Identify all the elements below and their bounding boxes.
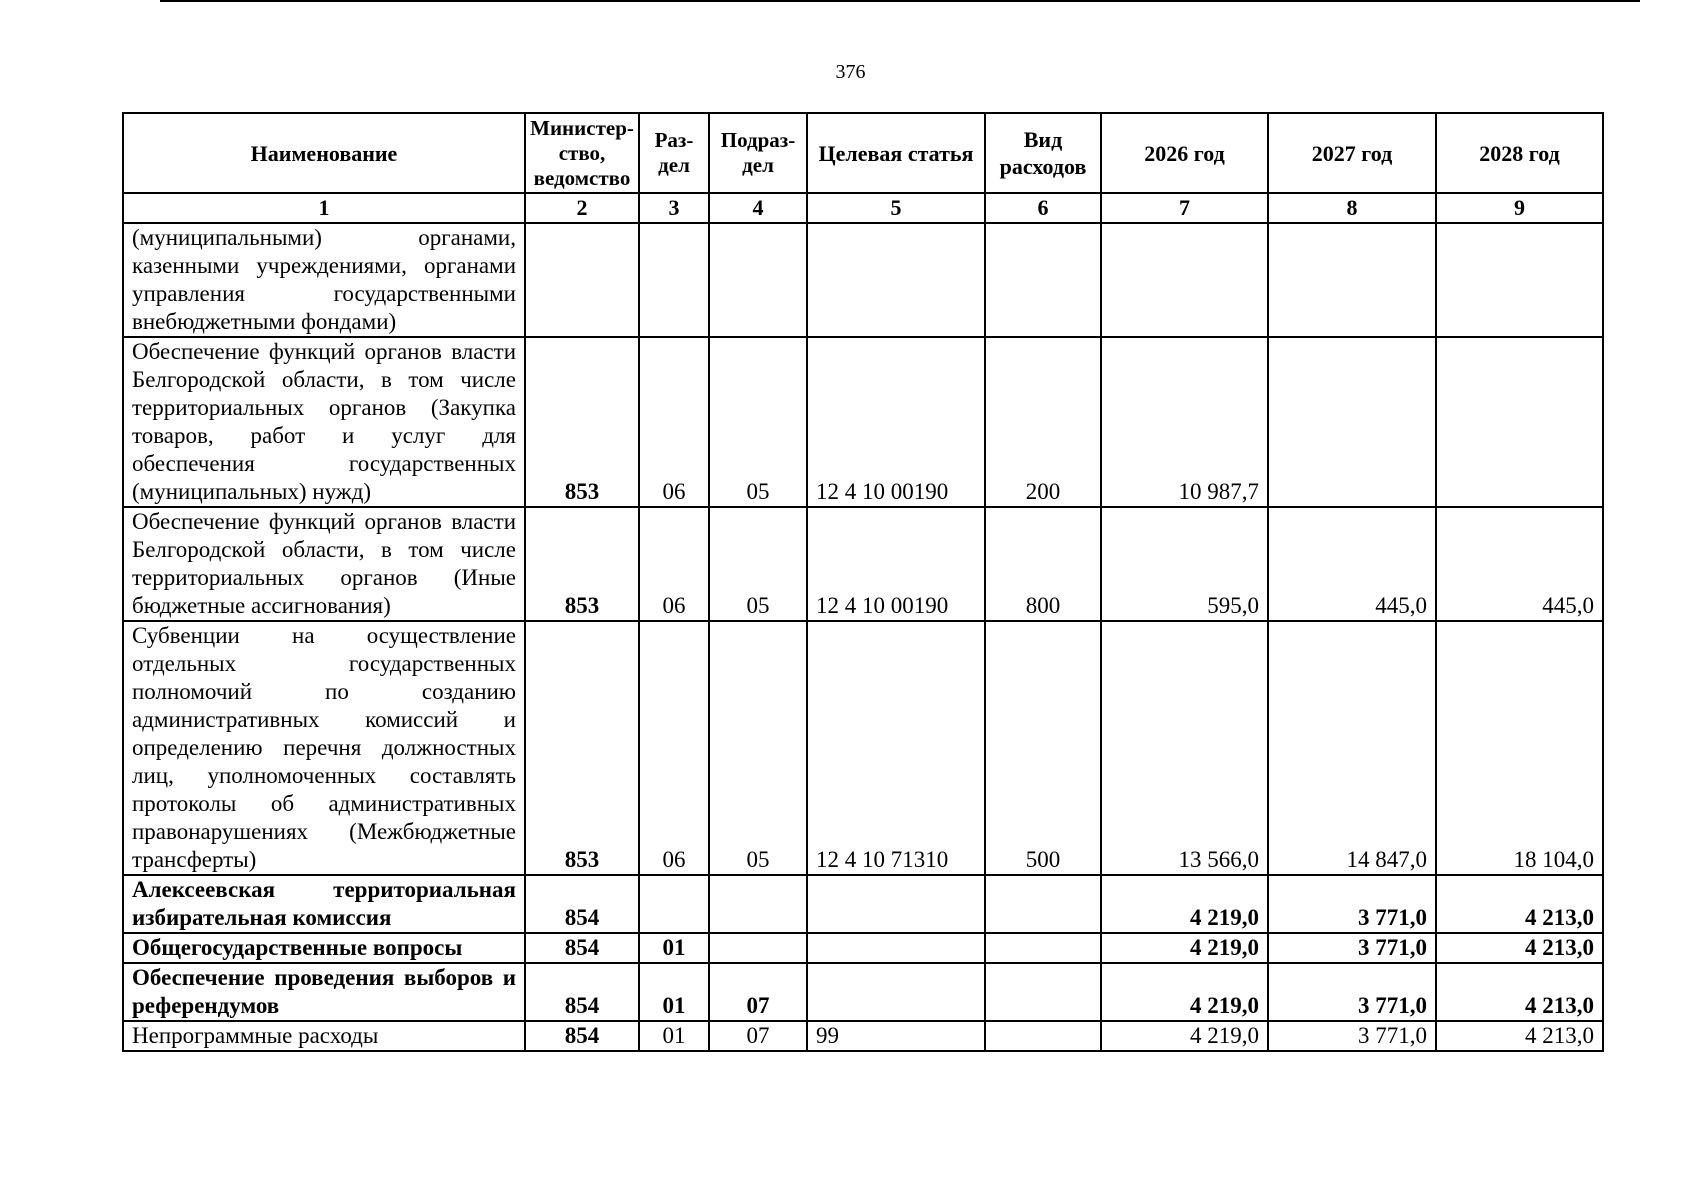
row-2027 bbox=[1268, 337, 1436, 507]
row-subsection bbox=[709, 875, 807, 933]
row-ministry: 853 bbox=[525, 621, 639, 875]
row-target bbox=[807, 963, 985, 1021]
row-name: (муниципальными) органами, казенными учреждениями, органами управления государственными внебюджетными фондами) bbox=[123, 223, 525, 337]
row-name: Алексеевская территориальная избирательная комиссия bbox=[123, 875, 525, 933]
row-name: Обеспечение проведения выборов и референдумов bbox=[123, 963, 525, 1021]
row-section: 06 bbox=[639, 337, 709, 507]
row-2028: 18 104,0 bbox=[1436, 621, 1603, 875]
row-expense-type: 200 bbox=[985, 337, 1101, 507]
row-ministry: 854 bbox=[525, 933, 639, 963]
row-2026: 4 219,0 bbox=[1101, 1021, 1268, 1051]
row-section: 06 bbox=[639, 621, 709, 875]
header-expense-type: Вид расходов bbox=[985, 113, 1101, 193]
row-ministry: 853 bbox=[525, 507, 639, 621]
header-row bbox=[123, 113, 1603, 193]
row-2027: 3 771,0 bbox=[1268, 933, 1436, 963]
row-subsection: 05 bbox=[709, 337, 807, 507]
row-subsection: 07 bbox=[709, 963, 807, 1021]
row-section bbox=[639, 875, 709, 933]
row-2027: 3 771,0 bbox=[1268, 875, 1436, 933]
row-2028: 4 213,0 bbox=[1436, 933, 1603, 963]
row-2027: 14 847,0 bbox=[1268, 621, 1436, 875]
row-2026: 13 566,0 bbox=[1101, 621, 1268, 875]
row-name: Обеспечение функций органов власти Белгородской области, в том числе территориальных органов (Закупка товаров, работ и услуг для обеспечения государственных (муниципальных) нужд) bbox=[123, 337, 525, 507]
top-rule bbox=[160, 0, 1640, 2]
row-ministry: 854 bbox=[525, 1021, 639, 1051]
header-ministry: Министер-ство, ведомство bbox=[525, 113, 639, 193]
table-row bbox=[123, 933, 1603, 963]
table-row bbox=[123, 875, 1603, 933]
row-section: 06 bbox=[639, 507, 709, 621]
row-section bbox=[639, 223, 709, 337]
column-number: 8 bbox=[1268, 193, 1436, 223]
column-number: 4 bbox=[709, 193, 807, 223]
row-expense-type bbox=[985, 933, 1101, 963]
column-number: 5 bbox=[807, 193, 985, 223]
row-ministry bbox=[525, 223, 639, 337]
row-section: 01 bbox=[639, 1021, 709, 1051]
row-target bbox=[807, 933, 985, 963]
row-name: Общегосударственные вопросы bbox=[123, 933, 525, 963]
column-number: 9 bbox=[1436, 193, 1603, 223]
row-subsection: 05 bbox=[709, 507, 807, 621]
row-2028: 4 213,0 bbox=[1436, 963, 1603, 1021]
header-name: Наименование bbox=[123, 113, 525, 193]
column-number: 2 bbox=[525, 193, 639, 223]
header-2026: 2026 год bbox=[1101, 113, 1268, 193]
row-2026: 4 219,0 bbox=[1101, 875, 1268, 933]
row-target bbox=[807, 223, 985, 337]
row-2028: 4 213,0 bbox=[1436, 875, 1603, 933]
header-2027: 2027 год bbox=[1268, 113, 1436, 193]
table-row bbox=[123, 337, 1603, 507]
column-number: 6 bbox=[985, 193, 1101, 223]
row-2027: 3 771,0 bbox=[1268, 963, 1436, 1021]
column-number: 3 bbox=[639, 193, 709, 223]
row-name: Субвенции на осуществление отдельных государственных полномочий по созданию административных комиссий и определению перечня должностных лиц, уполномоченных составлять протоколы об административных правонарушениях (Межбюджетные трансферты) bbox=[123, 621, 525, 875]
row-ministry: 854 bbox=[525, 963, 639, 1021]
row-2026 bbox=[1101, 223, 1268, 337]
row-expense-type bbox=[985, 963, 1101, 1021]
row-ministry: 853 bbox=[525, 337, 639, 507]
table-row bbox=[123, 963, 1603, 1021]
column-number-row bbox=[123, 193, 1603, 223]
column-number: 1 bbox=[123, 193, 525, 223]
header-2028: 2028 год bbox=[1436, 113, 1603, 193]
row-2028 bbox=[1436, 337, 1603, 507]
row-2027: 3 771,0 bbox=[1268, 1021, 1436, 1051]
row-target: 12 4 10 00190 bbox=[807, 337, 985, 507]
row-target: 12 4 10 00190 bbox=[807, 507, 985, 621]
row-expense-type bbox=[985, 1021, 1101, 1051]
page-number: 376 bbox=[835, 61, 866, 83]
budget-table bbox=[122, 112, 1604, 1052]
row-expense-type: 500 bbox=[985, 621, 1101, 875]
row-2026: 10 987,7 bbox=[1101, 337, 1268, 507]
row-2027: 445,0 bbox=[1268, 507, 1436, 621]
row-section: 01 bbox=[639, 933, 709, 963]
row-2026: 4 219,0 bbox=[1101, 963, 1268, 1021]
row-name: Обеспечение функций органов власти Белгородской области, в том числе территориальных органов (Иные бюджетные ассигнования) bbox=[123, 507, 525, 621]
table-row bbox=[123, 223, 1603, 337]
row-ministry: 854 bbox=[525, 875, 639, 933]
row-name: Непрограммные расходы bbox=[123, 1021, 525, 1051]
row-target bbox=[807, 875, 985, 933]
row-subsection bbox=[709, 223, 807, 337]
column-number: 7 bbox=[1101, 193, 1268, 223]
row-expense-type bbox=[985, 223, 1101, 337]
row-2028: 4 213,0 bbox=[1436, 1021, 1603, 1051]
row-target: 12 4 10 71310 bbox=[807, 621, 985, 875]
header-subsection: Подраз-дел bbox=[709, 113, 807, 193]
row-2028: 445,0 bbox=[1436, 507, 1603, 621]
row-subsection bbox=[709, 933, 807, 963]
table-row bbox=[123, 507, 1603, 621]
row-expense-type: 800 bbox=[985, 507, 1101, 621]
row-expense-type bbox=[985, 875, 1101, 933]
row-target: 99 bbox=[807, 1021, 985, 1051]
row-2028 bbox=[1436, 223, 1603, 337]
row-subsection: 07 bbox=[709, 1021, 807, 1051]
row-section: 01 bbox=[639, 963, 709, 1021]
table-header bbox=[123, 113, 1603, 193]
table-row bbox=[123, 621, 1603, 875]
row-2027 bbox=[1268, 223, 1436, 337]
header-target: Целевая статья bbox=[807, 113, 985, 193]
table-row bbox=[123, 1021, 1603, 1051]
row-subsection: 05 bbox=[709, 621, 807, 875]
row-2026: 595,0 bbox=[1101, 507, 1268, 621]
header-section: Раз-дел bbox=[639, 113, 709, 193]
row-2026: 4 219,0 bbox=[1101, 933, 1268, 963]
